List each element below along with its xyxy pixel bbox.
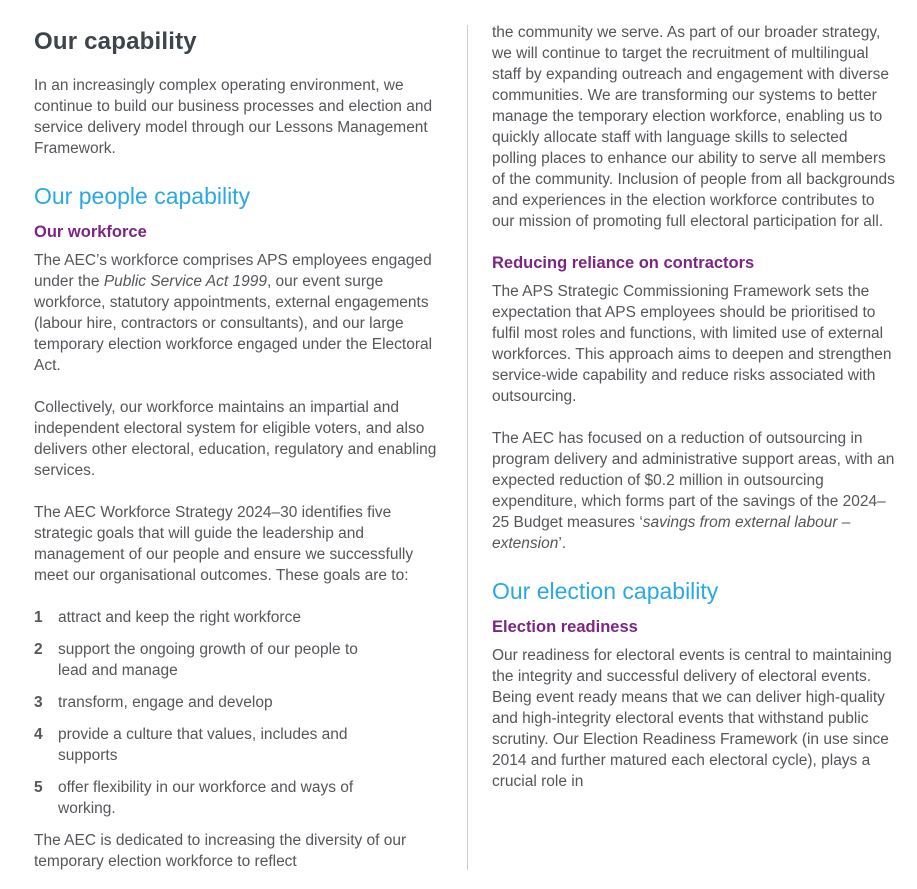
workforce-paragraph-italic-act-title: Public Service Act 1999 bbox=[103, 273, 267, 290]
section-heading-our-people-capability: Our people capability bbox=[34, 183, 251, 209]
list-item bbox=[34, 692, 450, 713]
right-column bbox=[492, 22, 896, 813]
workforce-paragraph-post: , our event surge workforce, statutory appointments, external engagements (labour hire, contractors or consultants), and our large temporary election workforce engaged under the Electoral Act. bbox=[34, 273, 433, 374]
list-item-text: attract and keep the right workforce bbox=[58, 609, 301, 626]
workforce-paragraph bbox=[34, 250, 450, 376]
list-item-text: provide a culture that values, includes and supports bbox=[58, 726, 348, 764]
section-heading-our-election-capability: Our election capability bbox=[492, 578, 719, 604]
workforce-paragraph-pre: The AEC’s workforce comprises APS employees engaged under the bbox=[34, 252, 432, 290]
page-title: Our capability bbox=[34, 28, 197, 55]
list-item bbox=[34, 607, 450, 628]
strategic-goals-list bbox=[34, 607, 450, 819]
subheading-election-readiness: Election readiness bbox=[492, 618, 638, 636]
outsourcing-paragraph-italic-measure-title: savings from external labour – extension bbox=[492, 514, 851, 552]
list-item-number: 1 bbox=[34, 609, 43, 626]
subheading-our-workforce: Our workforce bbox=[34, 223, 147, 241]
diversity-paragraph: The AEC is dedicated to increasing the diversity of our temporary election workforce to reflect bbox=[34, 832, 407, 870]
list-item bbox=[34, 724, 450, 766]
column-divider bbox=[467, 25, 468, 870]
outsourcing-paragraph bbox=[492, 428, 896, 554]
commissioning-paragraph: The APS Strategic Commissioning Framework sets the expectation that APS employees should be prioritised to fulfil most roles and functions, with limited use of external workforces. This approach aims to deepen and strengthen service-wide capability and reduce risks associated with outsourcing. bbox=[492, 283, 892, 405]
list-item-number: 3 bbox=[34, 694, 43, 711]
left-column bbox=[34, 20, 450, 889]
community-paragraph: the community we serve. As part of our broader strategy, we will continue to target the recruitment of multilingual staff by expanding outreach and engagement with diverse communities. We are transforming our systems to better manage the temporary election workforce, enabling us to quickly allocate staff with language skills to selected polling places to enhance our ability to serve all members of the community. Inclusion of people from all backgrounds and experiences in the election workforce contributes to our mission of promoting full electoral participation for all. bbox=[492, 24, 895, 230]
outsourcing-paragraph-post: ’. bbox=[558, 535, 567, 552]
strategy-paragraph: The AEC Workforce Strategy 2024–30 identifies five strategic goals that will guide the leadership and management of our people and ensure we successfully meet our organisational outcomes. These goals are to: bbox=[34, 504, 414, 584]
list-item-number: 4 bbox=[34, 726, 43, 743]
subheading-reducing-reliance-on-contractors: Reducing reliance on contractors bbox=[492, 254, 755, 272]
outsourcing-paragraph-pre: The AEC has focused on a reduction of outsourcing in program delivery and administrative support areas, with an expected reduction of $0.2 million in outsourcing expenditure, which forms part of the savings of the 2024–25 Budget measures ‘ bbox=[492, 430, 895, 531]
list-item-text: support the ongoing growth of our people to lead and manage bbox=[58, 641, 358, 679]
readiness-paragraph: Our readiness for electoral events is central to maintaining the integrity and successful delivery of electoral events. Being event ready means that we can deliver high-quality and high-integrity electoral events that withstand public scrutiny. Our Election Readiness Framework (in use since 2014 and further matured each electoral cycle), plays a crucial role in bbox=[492, 647, 892, 790]
list-item-number: 2 bbox=[34, 641, 43, 658]
list-item bbox=[34, 639, 450, 681]
list-item bbox=[34, 777, 450, 819]
list-item-text: offer flexibility in our workforce and ways of working. bbox=[58, 779, 354, 817]
intro-paragraph: In an increasingly complex operating environment, we continue to build our business processes and election and service delivery model through our Lessons Management Framework. bbox=[34, 77, 433, 157]
collectively-paragraph: Collectively, our workforce maintains an impartial and independent electoral system for eligible voters, and also delivers other electoral, education, regulatory and enabling services. bbox=[34, 399, 437, 479]
list-item-number: 5 bbox=[34, 779, 43, 796]
list-item-text: transform, engage and develop bbox=[58, 694, 273, 711]
